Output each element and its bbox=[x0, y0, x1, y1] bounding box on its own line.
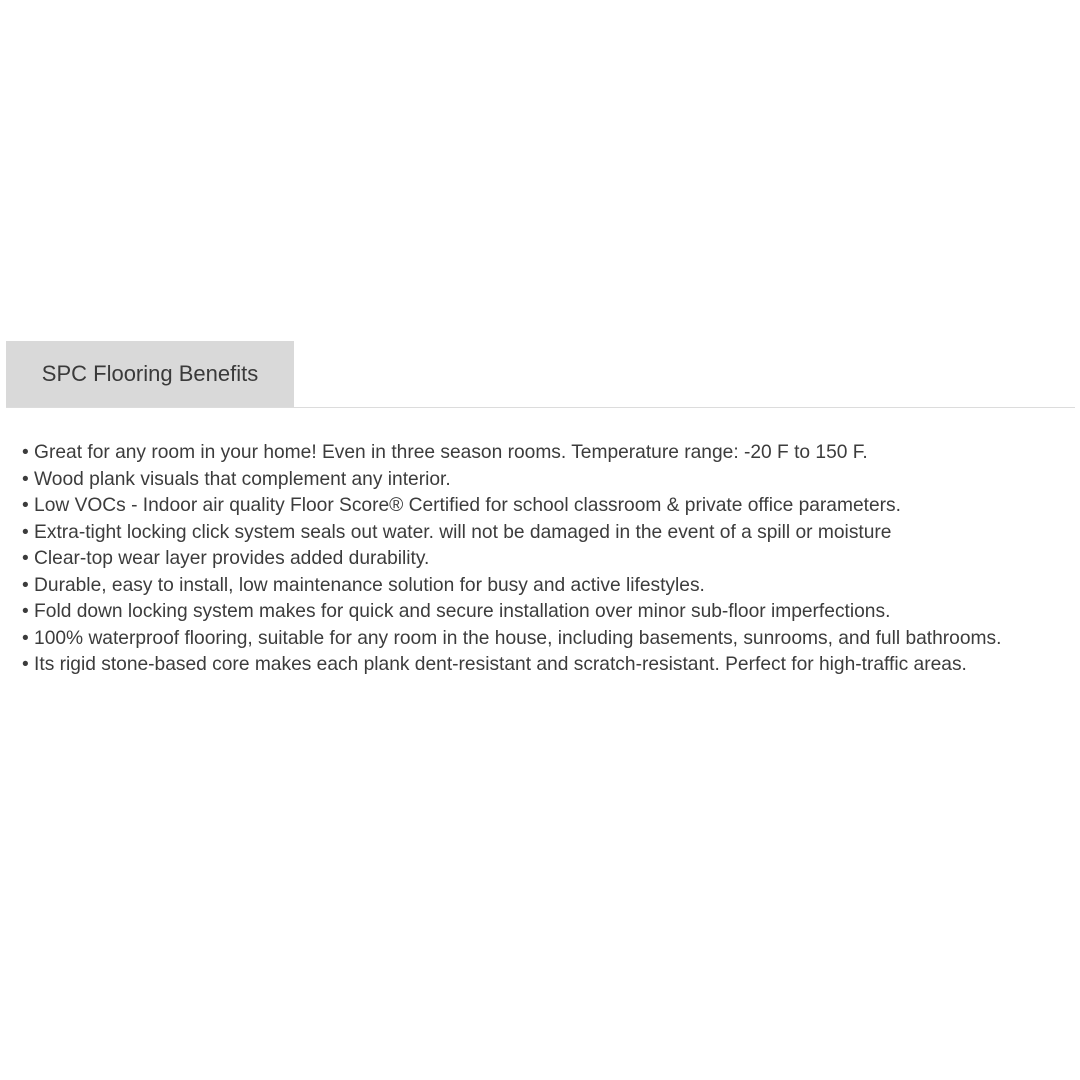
benefits-panel bbox=[22, 440, 1078, 679]
benefit-item: • Fold down locking system makes for quick and secure installation over minor sub-floor imperfections. bbox=[22, 601, 891, 622]
tab-bar bbox=[6, 341, 1075, 408]
tab-spc-flooring-benefits[interactable] bbox=[6, 341, 294, 407]
benefit-item: • Wood plank visuals that complement any interior. bbox=[22, 468, 451, 490]
benefit-item: • Extra-tight locking click system seals out water. will not be damaged in the event of a spill or moisture bbox=[22, 521, 892, 543]
benefit-item: • Low VOCs - Indoor air quality Floor Score® Certified for school classroom & private office parameters. bbox=[22, 495, 901, 516]
tab-label: SPC Flooring Benefits bbox=[41, 361, 259, 386]
benefit-item: • 100% waterproof flooring, suitable for any room in the house, including basements, sunrooms, and full bathrooms. bbox=[22, 627, 1002, 649]
benefit-item: • Great for any room in your home! Even in three season rooms. Temperature range: -20 F to 150 F. bbox=[22, 442, 868, 463]
benefit-item: • Its rigid stone-based core makes each plank dent-resistant and scratch-resistant. Perfect for high-traffic areas. bbox=[22, 654, 967, 675]
benefit-item: • Durable, easy to install, low maintenance solution for busy and active lifestyles. bbox=[22, 574, 705, 596]
benefit-item: • Clear-top wear layer provides added durability. bbox=[22, 548, 430, 569]
